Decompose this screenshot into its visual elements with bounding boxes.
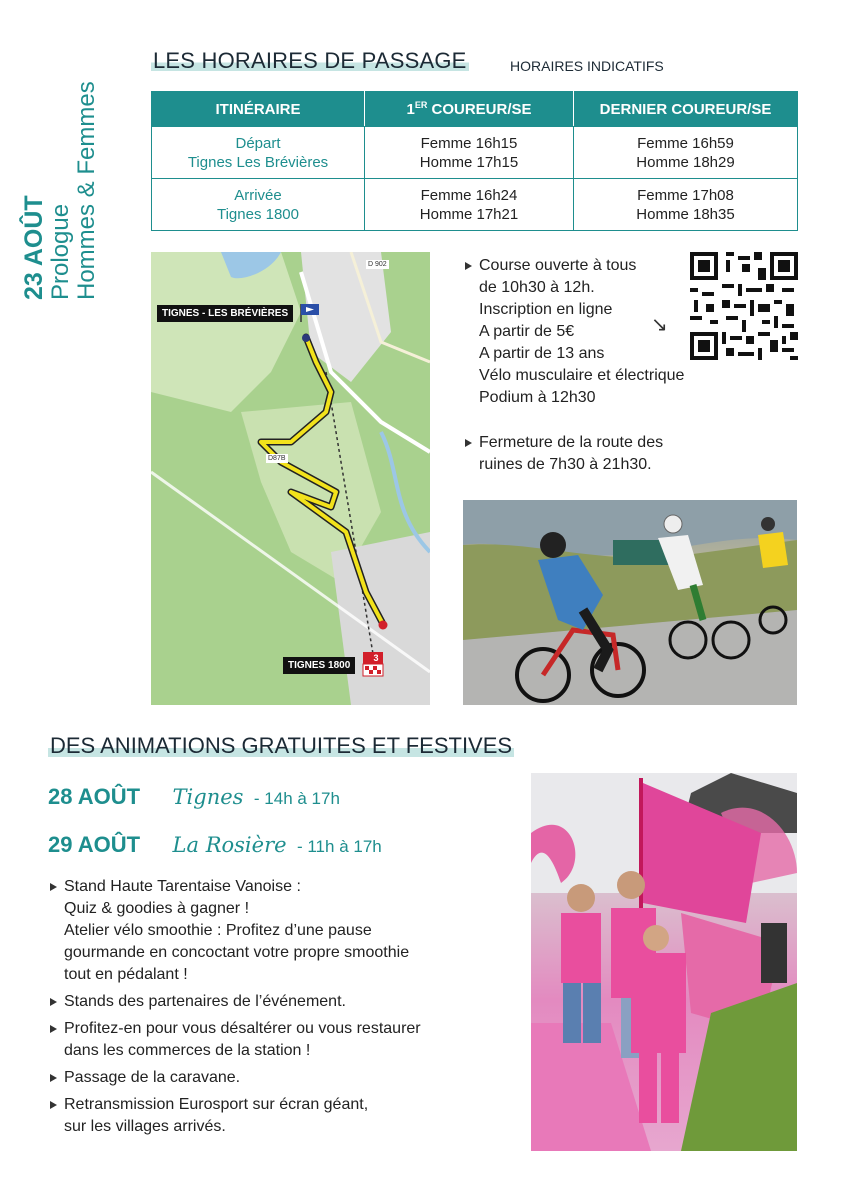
side-event-type: Prologue (47, 203, 74, 300)
row-location: Départ Tignes Les Brévières (152, 127, 365, 179)
list-item: Retransmission Eurosport sur écran géant, sur les villages arrivés. (48, 1094, 528, 1138)
animations-list (48, 876, 528, 1143)
cyclists-photo (463, 500, 797, 705)
info-item-registration: Course ouverte à tous de 10h30 à 12h. Inscription en ligne A partir de 5€ A partir de 13 ans Vélo musculaire et électrique Podium à 12h30 (463, 255, 753, 409)
row-location: Arrivée Tignes 1800 (152, 179, 365, 231)
side-date: 23 AOÛT (20, 195, 48, 300)
row-first-times: Femme 16h15 Homme 17h15 (365, 127, 574, 179)
day-row-28 (48, 784, 340, 810)
day-hours: - 11h à 17h (296, 837, 382, 856)
list-item: Passage de la caravane. (48, 1067, 528, 1089)
schedule-table-wrap (151, 91, 798, 231)
animations-title: DES ANIMATIONS GRATUITES ET FESTIVES (50, 733, 513, 758)
day-place: Tignes (172, 785, 244, 809)
registration-qr-code[interactable] (690, 252, 798, 360)
pink-crowd-photo (531, 773, 797, 1151)
pink-crowd-photo-graphic (531, 773, 797, 1151)
schedule-heading (151, 48, 469, 74)
col-last-rider: DERNIER COUREUR/SE (574, 92, 798, 127)
info-item-road-closure: Fermeture de la route des ruines de 7h30 à 21h30. (463, 432, 753, 476)
list-item: Stands des partenaires de l’événement. (48, 991, 528, 1013)
day-hours: - 14h à 17h (253, 789, 340, 808)
day-row-29 (48, 832, 382, 858)
row-first-times: Femme 16h24 Homme 17h21 (365, 179, 574, 231)
qr-code-icon (690, 252, 798, 360)
schedule-subtitle: HORAIRES INDICATIFS (510, 58, 664, 74)
day-date: 28 AOÛT (48, 784, 141, 809)
row-last-times: Femme 16h59 Homme 18h29 (574, 127, 798, 179)
cyclists-photo-graphic (463, 500, 797, 705)
side-date-label (20, 40, 130, 300)
route-map (151, 252, 430, 705)
row-last-times: Femme 17h08 Homme 18h35 (574, 179, 798, 231)
list-item: Profitez-en pour vous désaltérer ou vous restaurer dans les commerces de la station ! (48, 1018, 528, 1062)
schedule-title: LES HORAIRES DE PASSAGE (153, 48, 467, 73)
side-category: Hommes & Femmes (73, 81, 100, 300)
table-header-row (152, 92, 798, 127)
map-road-d87b: D87B (268, 455, 286, 462)
arrow-to-qr-icon: ↘ (651, 314, 668, 336)
map-road-d902: D 902 (368, 261, 387, 268)
map-start-label: TIGNES - LES BRÉVIÈRES (157, 305, 293, 322)
list-item: Stand Haute Tarentaise Vanoise : Quiz & goodies à gagner ! Atelier vélo smoothie : Profitez d’une pause gourmande en concoctant votre propre smoothie tout en pédalant ! (48, 876, 528, 986)
map-finish-label: TIGNES 1800 (283, 657, 355, 674)
col-itineraire: ITINÉRAIRE (152, 92, 365, 127)
schedule-table (151, 91, 798, 231)
table-row (152, 127, 798, 179)
day-place: La Rosière (172, 833, 287, 857)
col-first-rider: 1ER COUREUR/SE (365, 92, 574, 127)
table-row (152, 179, 798, 231)
map-stage-number: 3 (373, 653, 379, 663)
day-date: 29 AOÛT (48, 832, 141, 857)
